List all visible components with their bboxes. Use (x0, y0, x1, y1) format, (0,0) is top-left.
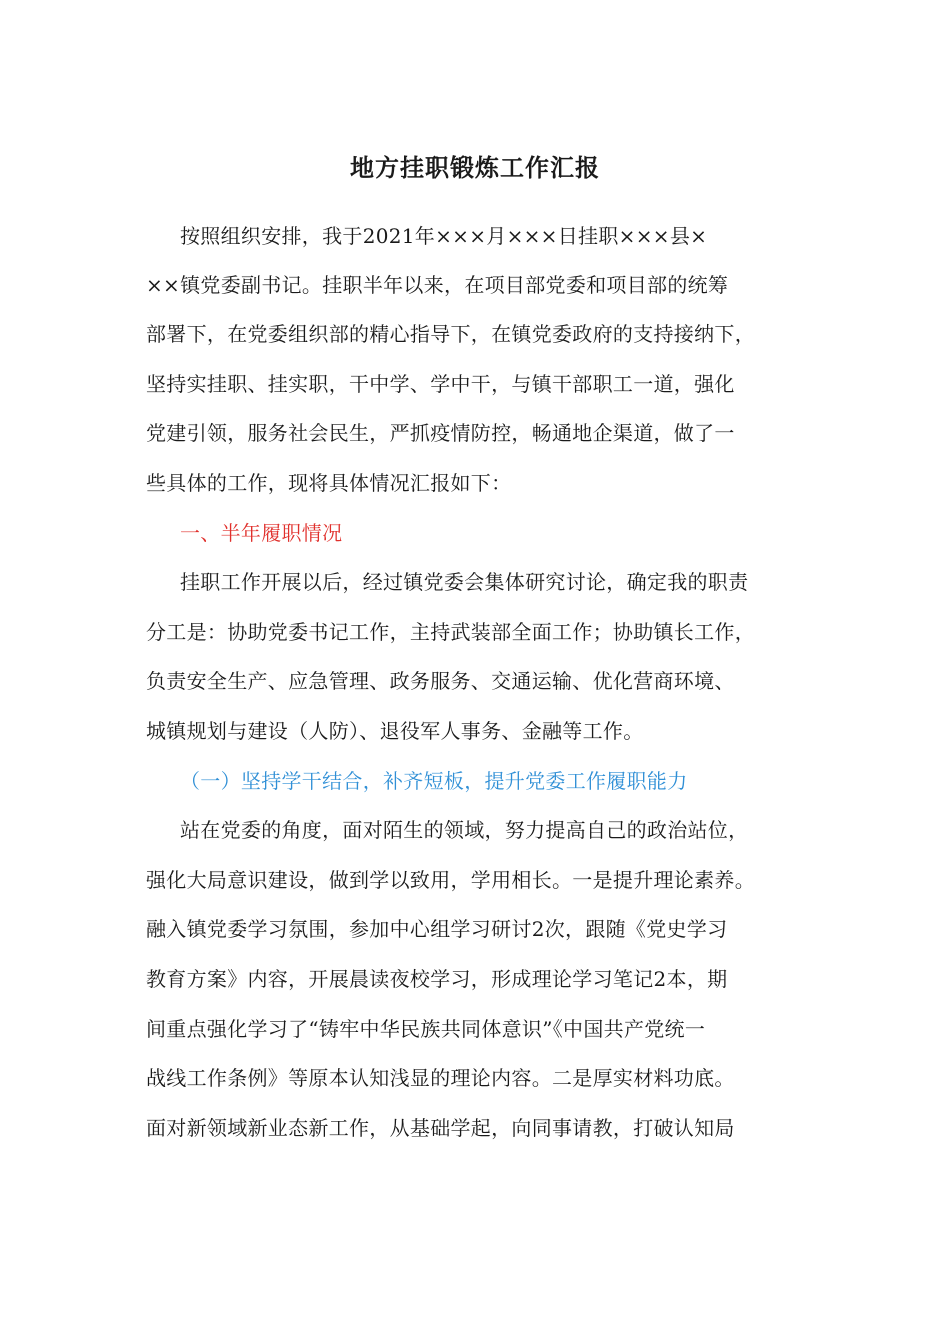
paragraph-line: 面对新领域新业态新工作，从基础学起，向同事请教，打破认知局 (146, 1116, 735, 1140)
paragraph-line: 部署下，在党委组织部的精心指导下，在镇党委政府的支持接纳下， (146, 322, 755, 346)
paragraph-line: 分工是：协助党委书记工作，主持武装部全面工作；协助镇长工作， (146, 620, 755, 644)
paragraph-line: ××镇党委副书记。挂职半年以来，在项目部党委和项目部的统筹 (146, 273, 729, 297)
subsection-heading: （一）坚持学干结合，补齐短板，提升党委工作履职能力 (180, 769, 688, 793)
paragraph-line: 按照组织安排，我于2021年×××月×××日挂职×××县× (180, 224, 708, 248)
paragraph-line: 党建引领，服务社会民生，严抓疫情防控，畅通地企渠道，做了一 (146, 421, 735, 445)
paragraph-line: 挂职工作开展以后，经过镇党委会集体研究讨论，确定我的职责 (180, 570, 749, 594)
paragraph-line: 强化大局意识建设，做到学以致用，学用相长。一是提升理论素养。 (146, 868, 755, 892)
paragraph-line: 间重点强化学习了“铸牢中华民族共同体意识”《中国共产党统一 (146, 1017, 706, 1041)
paragraph-line: 融入镇党委学习氛围，参加中心组学习研讨2次，跟随《党史学习 (146, 917, 728, 941)
document-title: 地方挂职锻炼工作汇报 (350, 153, 600, 182)
section-heading: 一、半年履职情况 (180, 521, 343, 545)
paragraph-line: 站在党委的角度，面对陌生的领域，努力提高自己的政治站位， (180, 818, 749, 842)
paragraph-line: 负责安全生产、应急管理、政务服务、交通运输、优化营商环境、 (146, 669, 735, 693)
paragraph-line: 城镇规划与建设（人防）、退役军人事务、金融等工作。 (146, 719, 644, 743)
paragraph-line: 些具体的工作，现将具体情况汇报如下： (146, 471, 512, 495)
paragraph-line: 坚持实挂职、挂实职，干中学、学中干，与镇干部职工一道，强化 (146, 372, 735, 396)
paragraph-line: 教育方案》内容，开展晨读夜校学习，形成理论学习笔记2本，期 (146, 967, 728, 991)
paragraph-line: 战线工作条例》等原本认知浅显的理论内容。二是厚实材料功底。 (146, 1066, 735, 1090)
